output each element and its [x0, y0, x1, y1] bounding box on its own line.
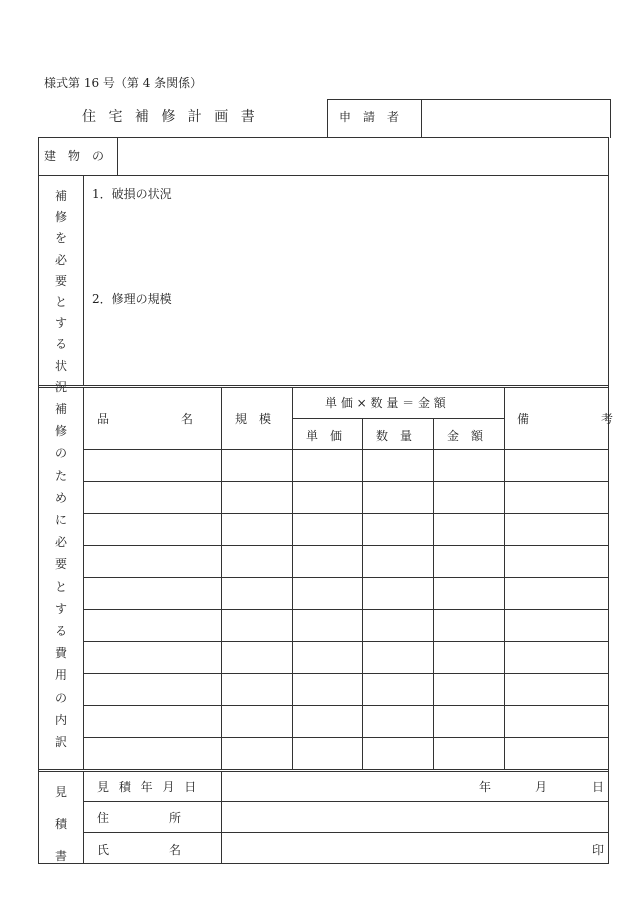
spec-cell[interactable] — [222, 482, 292, 513]
estimate-date-field[interactable] — [223, 773, 607, 800]
form-number: 様式第 16 号（第 4 条関係） — [44, 76, 203, 90]
spec-cell[interactable] — [222, 450, 292, 481]
repair-situation-side-label: 補 修 を 必 要 と す る 状 — [54, 189, 67, 373]
item-name-cell[interactable] — [84, 610, 221, 641]
cost-breakdown-side-label: 補 修 の た め に 必 要 と す る 費 用 の 内 訳 — [54, 402, 67, 750]
applicant-label: 申 請 者 — [339, 110, 400, 124]
unit-price-cell[interactable] — [293, 674, 362, 705]
remarks-cell[interactable] — [505, 642, 608, 673]
item-name-cell[interactable] — [84, 450, 221, 481]
spec-cell[interactable] — [222, 674, 292, 705]
header-item-name: 品 名 — [97, 412, 194, 426]
unit-price-cell[interactable] — [293, 546, 362, 577]
remarks-cell[interactable] — [505, 578, 608, 609]
header-amount: 金 額 — [447, 429, 484, 443]
item-name-cell[interactable] — [84, 642, 221, 673]
address-field[interactable] — [223, 803, 607, 831]
unit-price-cell[interactable] — [293, 610, 362, 641]
quantity-cell[interactable] — [363, 482, 433, 513]
unit-price-cell[interactable] — [293, 578, 362, 609]
spec-cell[interactable] — [222, 642, 292, 673]
amount-cell[interactable] — [434, 514, 504, 545]
page-title: 住 宅 補 修 計 画 書 — [82, 109, 259, 125]
damage-status-label: 1．破損の状況 — [92, 187, 172, 201]
quantity-cell[interactable] — [363, 642, 433, 673]
estimate-side-label: 見 積 書 — [54, 785, 67, 863]
quantity-cell[interactable] — [363, 706, 433, 737]
header-unit-price: 単 価 — [306, 429, 343, 443]
estimate-date-label: 見 積 年 月 日 — [97, 780, 200, 794]
building-field[interactable] — [119, 139, 607, 174]
spec-cell[interactable] — [222, 610, 292, 641]
amount-cell[interactable] — [434, 450, 504, 481]
quantity-cell[interactable] — [363, 610, 433, 641]
item-name-cell[interactable] — [84, 738, 221, 769]
amount-cell[interactable] — [434, 674, 504, 705]
quantity-cell[interactable] — [363, 738, 433, 769]
quantity-cell[interactable] — [363, 514, 433, 545]
unit-price-cell[interactable] — [293, 482, 362, 513]
repair-scale-field[interactable] — [90, 310, 600, 380]
item-name-cell[interactable] — [84, 514, 221, 545]
amount-cell[interactable] — [434, 546, 504, 577]
item-name-cell[interactable] — [84, 674, 221, 705]
address-label: 住 所 — [97, 811, 182, 825]
name-label: 氏 名 — [97, 843, 182, 857]
remarks-cell[interactable] — [505, 546, 608, 577]
spec-cell[interactable] — [222, 738, 292, 769]
remarks-cell[interactable] — [505, 450, 608, 481]
spec-cell[interactable] — [222, 514, 292, 545]
unit-price-cell[interactable] — [293, 642, 362, 673]
applicant-field[interactable] — [423, 101, 607, 136]
date-month: 月 — [535, 780, 548, 794]
seal-mark: 印 — [592, 843, 605, 857]
header-spec: 規 模 — [235, 412, 272, 426]
header-remarks: 備 考 — [517, 412, 614, 426]
amount-cell[interactable] — [434, 610, 504, 641]
remarks-cell[interactable] — [505, 706, 608, 737]
repair-scale-label: 2．修理の規模 — [92, 292, 172, 306]
header-formula: 単 価 × 数 量 ＝ 金 額 — [325, 396, 446, 410]
item-name-cell[interactable] — [84, 482, 221, 513]
item-name-cell[interactable] — [84, 706, 221, 737]
remarks-cell[interactable] — [505, 738, 608, 769]
remarks-cell[interactable] — [505, 610, 608, 641]
amount-cell[interactable] — [434, 738, 504, 769]
unit-price-cell[interactable] — [293, 450, 362, 481]
remarks-cell[interactable] — [505, 674, 608, 705]
building-label: 建 物 の — [44, 149, 105, 163]
unit-price-cell[interactable] — [293, 738, 362, 769]
amount-cell[interactable] — [434, 578, 504, 609]
remarks-cell[interactable] — [505, 514, 608, 545]
name-field[interactable] — [223, 834, 583, 862]
quantity-cell[interactable] — [363, 674, 433, 705]
header-quantity: 数 量 — [376, 429, 413, 443]
quantity-cell[interactable] — [363, 578, 433, 609]
spec-cell[interactable] — [222, 578, 292, 609]
item-name-cell[interactable] — [84, 578, 221, 609]
unit-price-cell[interactable] — [293, 706, 362, 737]
remarks-cell[interactable] — [505, 482, 608, 513]
date-year: 年 — [479, 780, 492, 794]
unit-price-cell[interactable] — [293, 514, 362, 545]
quantity-cell[interactable] — [363, 450, 433, 481]
item-name-cell[interactable] — [84, 546, 221, 577]
damage-status-field[interactable] — [90, 205, 600, 285]
date-day: 日 — [592, 780, 605, 794]
amount-cell[interactable] — [434, 482, 504, 513]
amount-cell[interactable] — [434, 642, 504, 673]
spec-cell[interactable] — [222, 706, 292, 737]
amount-cell[interactable] — [434, 706, 504, 737]
spec-cell[interactable] — [222, 546, 292, 577]
quantity-cell[interactable] — [363, 546, 433, 577]
